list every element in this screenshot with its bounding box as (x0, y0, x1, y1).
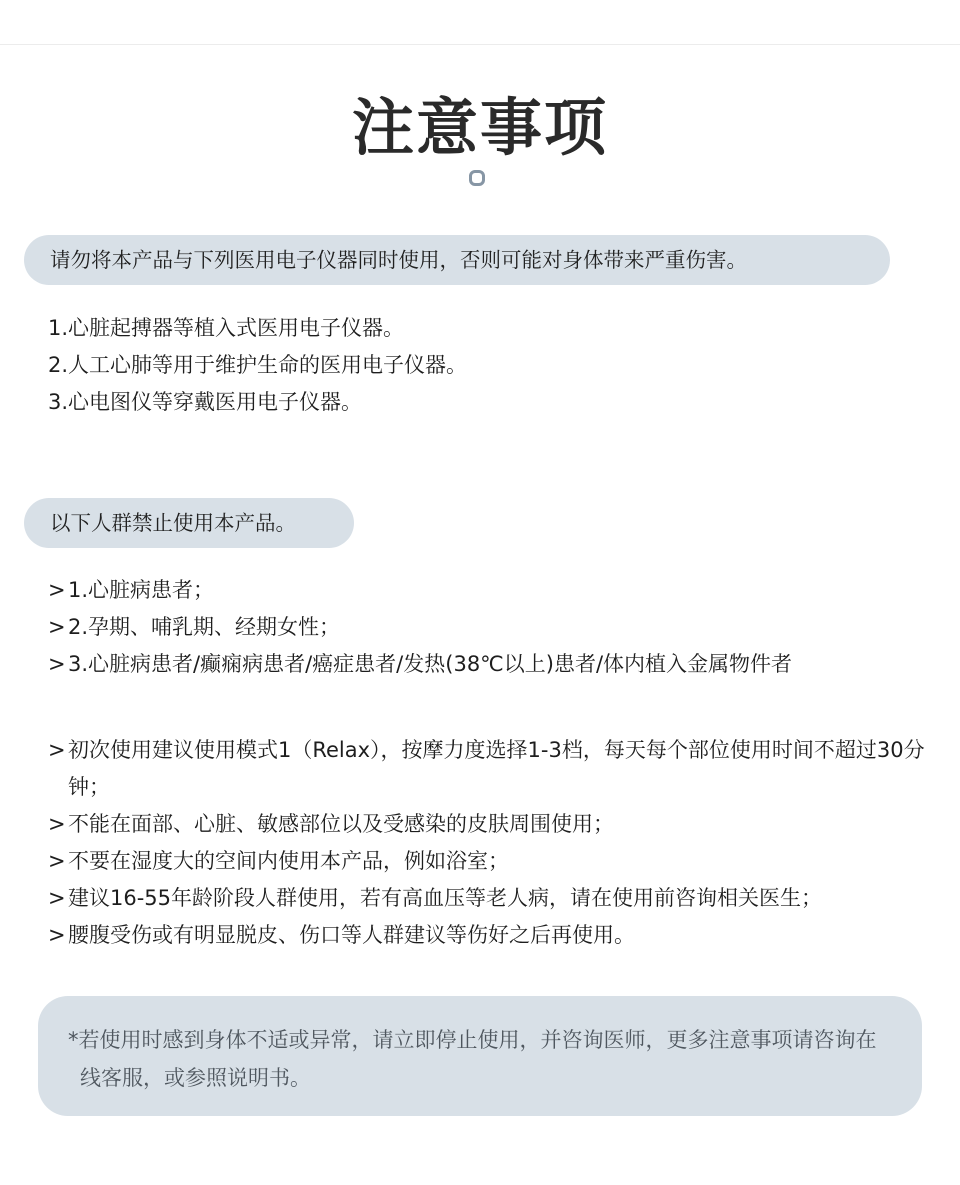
chevron-right-icon: > (48, 615, 66, 639)
chevron-right-icon: > (48, 738, 66, 762)
warning-note-text: *若使用时感到身体不适或异常，请立即停止使用，并咨询医师，更多注意事项请咨询在线客服，或参照说明书。 (68, 1028, 877, 1090)
chevron-right-icon: > (48, 849, 66, 873)
section1-list (48, 310, 467, 421)
ring-ornament-icon (469, 170, 485, 186)
list-item: > 2.孕期、哺乳期、经期女性； (48, 609, 792, 646)
chevron-right-icon: > (48, 886, 66, 910)
chevron-right-icon: > (48, 812, 66, 836)
top-divider (0, 44, 960, 45)
section2-list (48, 572, 792, 683)
list-item: > 不能在面部、心脏、敏感部位以及受感染的皮肤周围使用； (48, 806, 948, 843)
chevron-right-icon: > (48, 923, 66, 947)
section1-heading: 请勿将本产品与下列医用电子仪器同时使用，否则可能对身体带来严重伤害。 (24, 235, 890, 285)
list-item: > 3.心脏病患者/癫痫病患者/癌症患者/发热(38℃以上)患者/体内植入金属物件者 (48, 646, 792, 683)
list-item: > 腰腹受伤或有明显脱皮、伤口等人群建议等伤好之后再使用。 (48, 917, 948, 954)
section2-heading: 以下人群禁止使用本产品。 (24, 498, 354, 548)
list-item: > 不要在湿度大的空间内使用本产品，例如浴室； (48, 843, 948, 880)
list-item: > 1.心脏病患者； (48, 572, 792, 609)
page-title: 注意事项 (351, 91, 608, 164)
list-item: 2.人工心肺等用于维护生命的医用电子仪器。 (48, 353, 468, 377)
list-item: > 建议16-55年龄阶段人群使用，若有高血压等老人病，请在使用前咨询相关医生； (48, 880, 948, 917)
list-item: > 初次使用建议使用模式1（Relax），按摩力度选择1-3档，每天每个部位使用时间不超过30分钟； (48, 732, 948, 806)
list-item: 3.心电图仪等穿戴医用电子仪器。 (48, 390, 363, 414)
list-item: 1.心脏起搏器等植入式医用电子仪器。 (48, 316, 405, 340)
usage-tips-list (48, 732, 948, 954)
warning-note (38, 996, 922, 1116)
chevron-right-icon: > (48, 652, 66, 676)
chevron-right-icon: > (48, 578, 66, 602)
